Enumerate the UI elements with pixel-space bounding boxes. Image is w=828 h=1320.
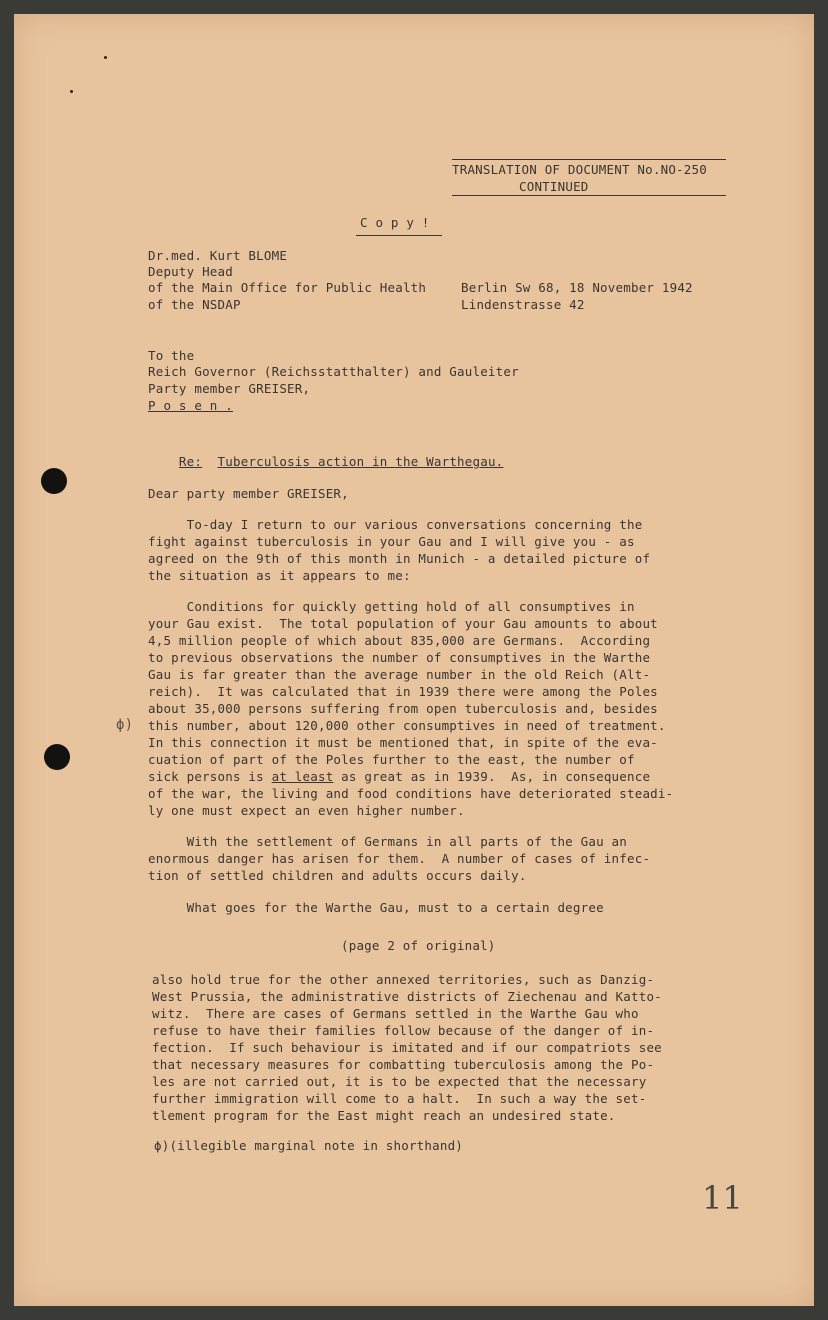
subject-line: [148, 438, 503, 486]
margin-mark: ϕ): [116, 717, 134, 733]
emphasis-at-least: at least: [271, 769, 334, 784]
paragraph-line: to previous observations the number of consumptives in the Warthe: [148, 650, 651, 665]
paragraph-line: witz. There are cases of Germans settled in the Warthe Gau who: [152, 1006, 639, 1021]
header-top-rule: [452, 159, 726, 160]
paragraph-line: tion of settled children and adults occurs daily.: [148, 868, 527, 883]
sender-title: Deputy Head: [148, 264, 233, 279]
sender-office-2: of the NSDAP: [148, 297, 241, 312]
recipient-line-2: Party member GREISER,: [148, 381, 311, 396]
paragraph-line: also hold true for the other annexed territories, such as Danzig-: [152, 972, 655, 987]
paragraph-line: this number, about 120,000 other consumptives in need of treatment.: [148, 718, 666, 733]
paper-fleck: [70, 90, 73, 93]
paragraph-line: West Prussia, the administrative districts of Ziechenau and Katto-: [152, 989, 662, 1004]
paragraph-line: In this connection it must be mentioned that, in spite of the eva-: [148, 735, 658, 750]
paragraph-line: sick persons is at least as great as in 1939. As, in consequence: [148, 769, 651, 784]
paragraph-line: les are not carried out, it is to be expected that the necessary: [152, 1074, 647, 1089]
paragraph-line: cuation of part of the Poles further to the east, the number of: [148, 752, 635, 767]
recipient-to: To the: [148, 348, 195, 363]
document-page: [14, 14, 814, 1306]
punch-hole-bottom: [44, 744, 70, 770]
paragraph-line: tlement program for the East might reach an undesired state.: [152, 1108, 616, 1123]
paragraph-line: of the war, the living and food conditions have deteriorated steadi-: [148, 786, 674, 801]
subject-prefix: Re:: [178, 454, 203, 469]
paragraph-line: further immigration will come to a halt. In such a way the set-: [152, 1091, 647, 1106]
paper-fleck: [104, 56, 107, 59]
punch-hole-top: [41, 468, 67, 494]
paragraph-line: reich). It was calculated that in 1939 there were among the Poles: [148, 684, 658, 699]
sender-name: Dr.med. Kurt BLOME: [148, 248, 288, 263]
sender-office-1: of the Main Office for Public Health: [148, 280, 427, 295]
page-marker: (page 2 of original): [341, 938, 496, 953]
paragraph-line: agreed on the 9th of this month in Munich - a detailed picture of: [148, 551, 651, 566]
recipient-line-1: Reich Governor (Reichsstatthalter) and Gauleiter: [148, 364, 519, 379]
recipient-line-3: P o s e n .: [148, 398, 233, 413]
header-bottom-rule: [452, 195, 726, 196]
copy-label: C o p y !: [360, 215, 430, 230]
paragraph-line: 4,5 million people of which about 835,000 are Germans. According: [148, 633, 651, 648]
paragraph-line: Gau is far greater than the average number in the old Reich (Alt-: [148, 667, 651, 682]
paragraph-line: Conditions for quickly getting hold of all consumptives in: [148, 599, 635, 614]
handwritten-page-number: 11: [702, 1179, 743, 1217]
paragraph-line: fight against tuberculosis in your Gau and I will give you - as: [148, 534, 635, 549]
place-date: Berlin Sw 68, 18 November 1942: [461, 280, 693, 295]
paragraph-line: refuse to have their families follow because of the danger of in-: [152, 1023, 655, 1038]
paragraph-line: To-day I return to our various conversations concerning the: [148, 517, 643, 532]
paragraph-line: enormous danger has arisen for them. A number of cases of infec-: [148, 851, 651, 866]
paragraph-4: What goes for the Warthe Gau, must to a certain degree: [148, 900, 604, 915]
document-title: TRANSLATION OF DOCUMENT No.NO-250: [452, 162, 707, 177]
paragraph-line: about 35,000 persons suffering from open tuberculosis and, besides: [148, 701, 658, 716]
paragraph-line: the situation as it appears to me:: [148, 568, 411, 583]
document-subtitle: CONTINUED: [519, 179, 589, 194]
paragraph-line: your Gau exist. The total population of your Gau amounts to about: [148, 616, 658, 631]
subject-text: Tuberculosis action in the Warthegau.: [217, 454, 504, 469]
paragraph-line: With the settlement of Germans in all parts of the Gau an: [148, 834, 627, 849]
paragraph-line: fection. If such behaviour is imitated and if our compatriots see: [152, 1040, 662, 1055]
paragraph-line: that necessary measures for combatting tuberculosis among the Po-: [152, 1057, 655, 1072]
salutation: Dear party member GREISER,: [148, 486, 349, 501]
street-address: Lindenstrasse 42: [461, 297, 585, 312]
paragraph-line: ly one must expect an even higher number.: [148, 803, 465, 818]
footnote: ϕ)(illegible marginal note in shorthand): [154, 1138, 464, 1153]
copy-underline: [356, 235, 442, 236]
